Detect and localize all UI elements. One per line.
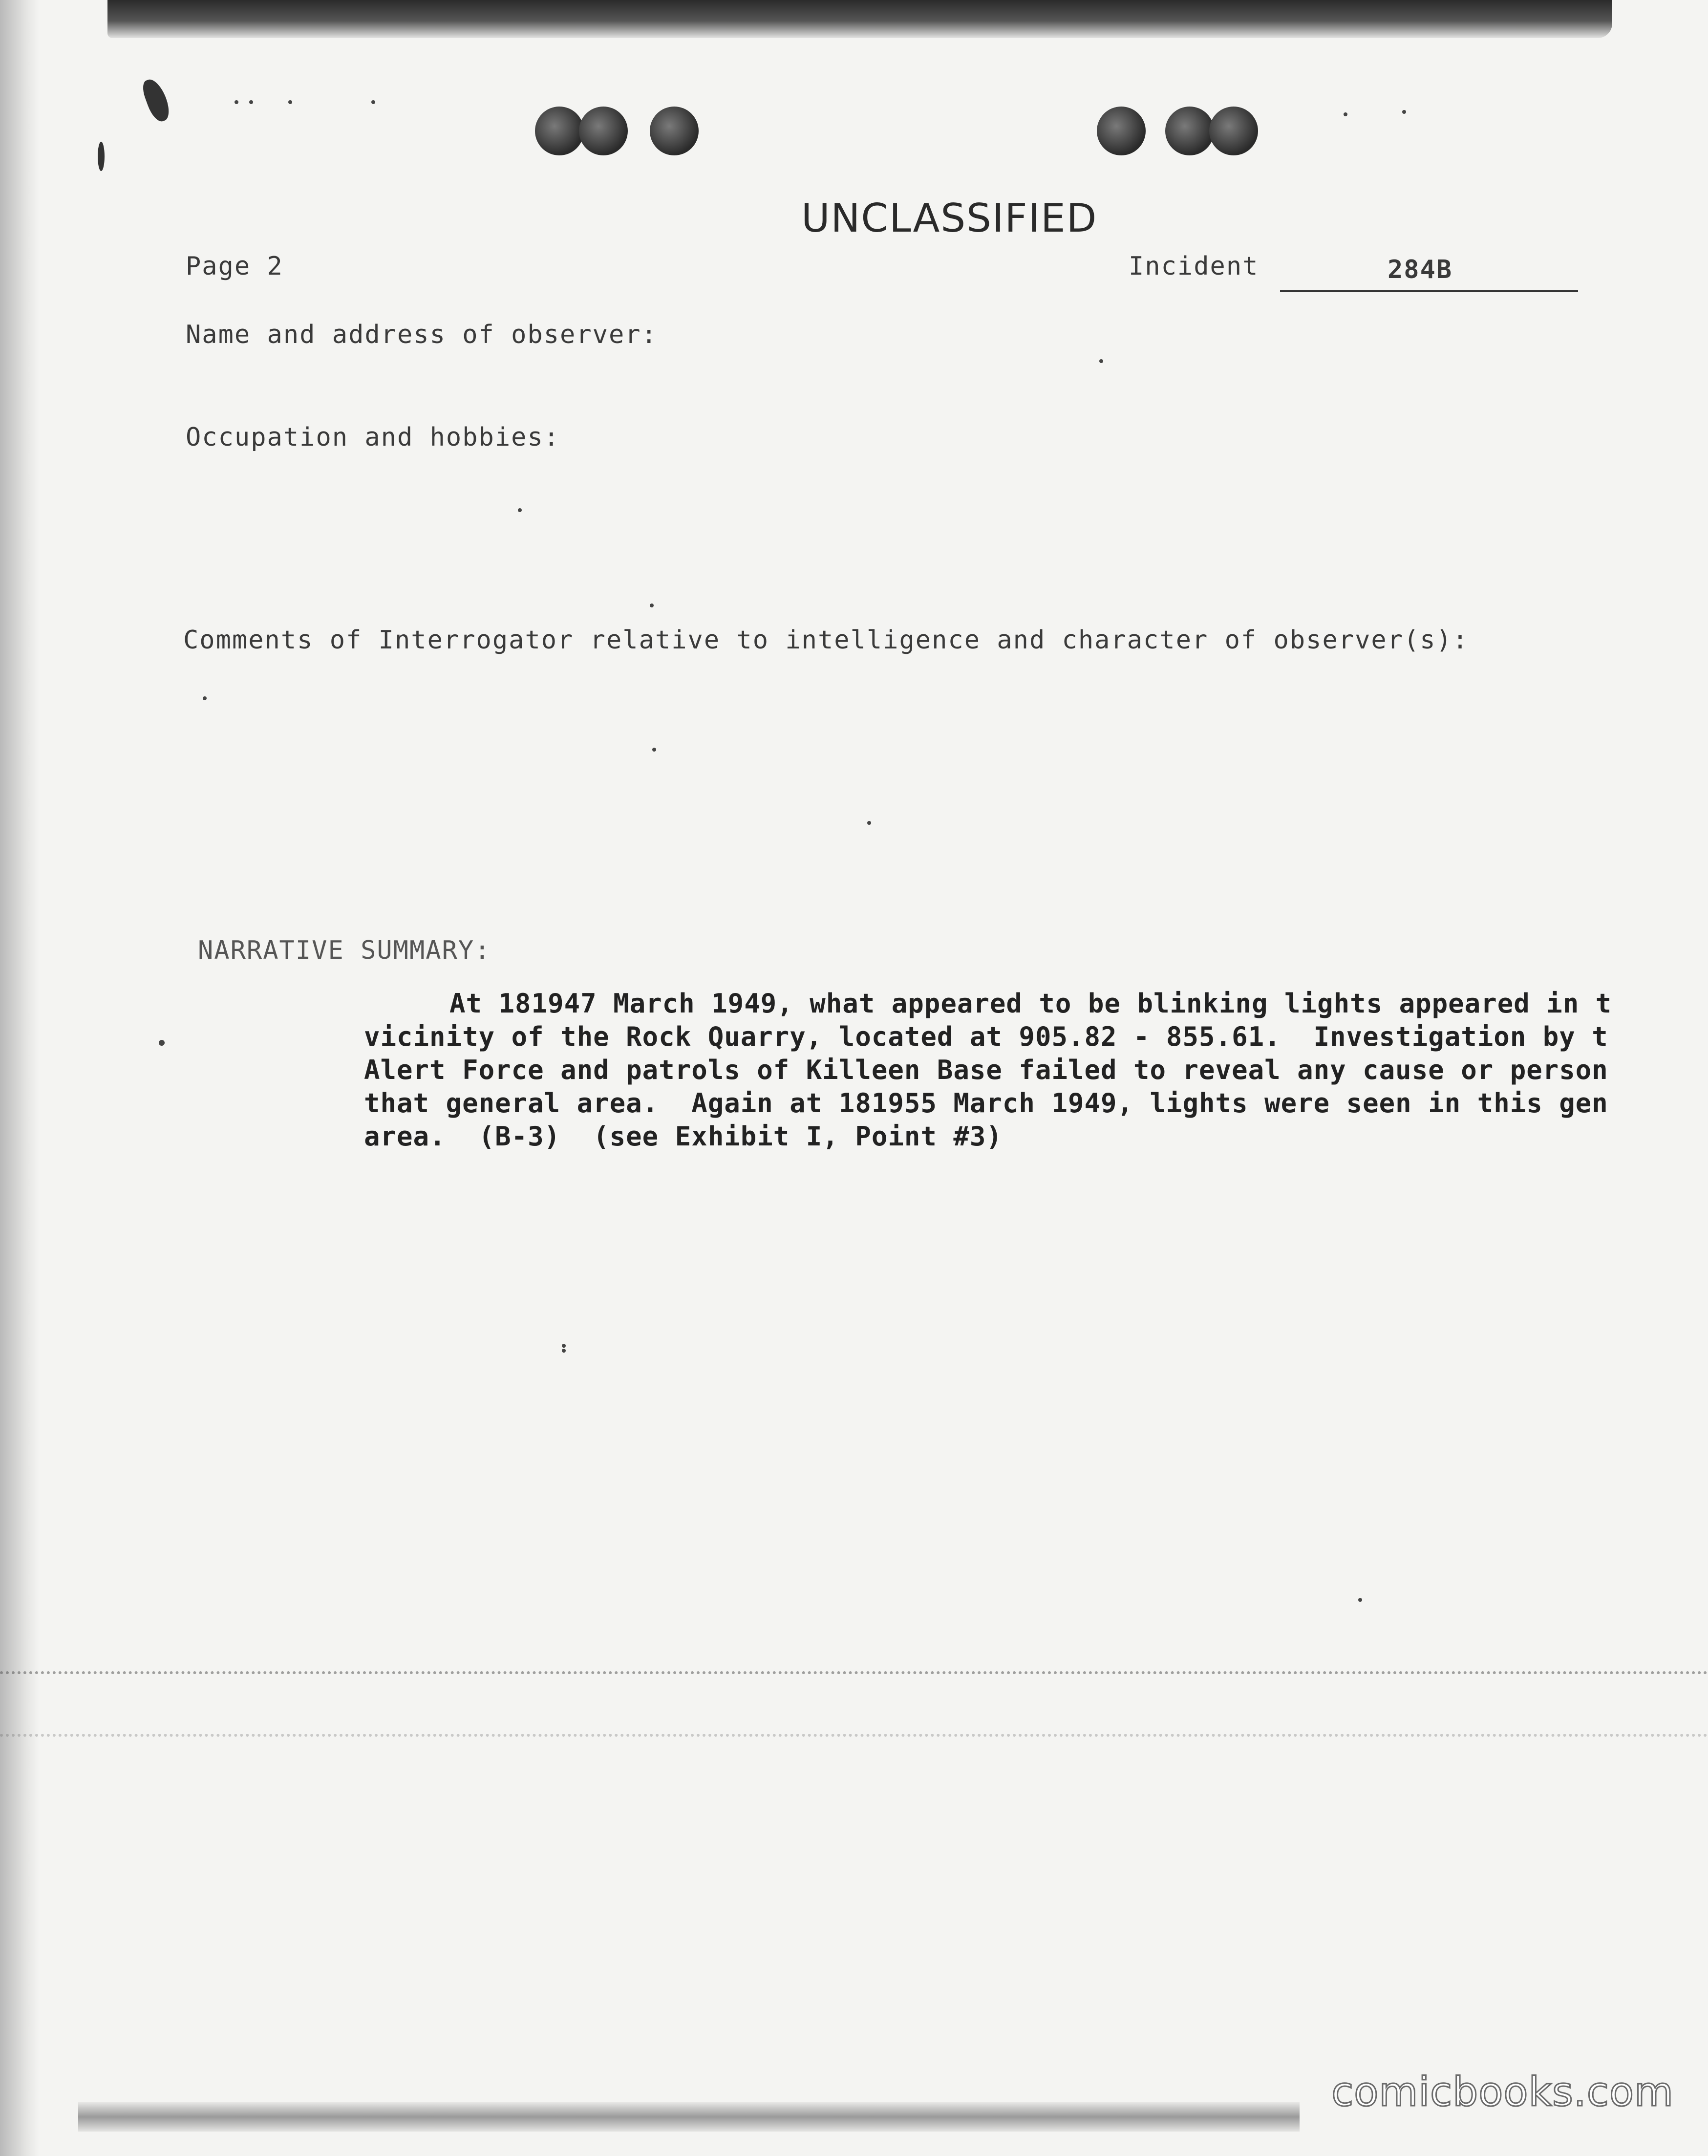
- watermark: comicbooks.com: [1331, 2069, 1674, 2115]
- narrative-line: area. (B-3) (see Exhibit I, Point #3): [364, 1121, 1003, 1152]
- narrative-line: vicinity of the Rock Quarry, located at 905.82 - 855.61. Investigation by t: [364, 1021, 1608, 1052]
- scan-noise-row: [0, 1734, 1708, 1737]
- punch-hole: [650, 107, 699, 155]
- narrative-heading: NARRATIVE SUMMARY:: [198, 936, 491, 965]
- punch-hole: [579, 107, 628, 155]
- punch-hole: [1165, 107, 1214, 155]
- narrative-summary: [364, 987, 1683, 1153]
- page-number: Page 2: [186, 252, 283, 281]
- incident-label: Incident: [1129, 252, 1259, 281]
- narrative-line: At 181947 March 1949, what appeared to be blinking lights appeared in t: [449, 988, 1612, 1019]
- punch-hole: [1097, 107, 1146, 155]
- observer-label: Name and address of observer:: [186, 320, 658, 349]
- scan-noise-row: [0, 1671, 1708, 1674]
- classification-stamp: UNCLASSIFIED: [801, 195, 1098, 241]
- occupation-label: Occupation and hobbies:: [186, 423, 560, 452]
- scan-bottom-edge: [78, 2102, 1300, 2132]
- incident-underline: [1280, 290, 1578, 292]
- narrative-line: that general area. Again at 181955 March 1949, lights were seen in this gen: [364, 1088, 1608, 1119]
- punch-hole: [535, 107, 584, 155]
- scan-edge-shadow: [0, 0, 39, 2156]
- comments-label: Comments of Interrogator relative to intelligence and character of observer(s):: [183, 625, 1469, 655]
- punch-hole: [1209, 107, 1258, 155]
- scan-top-edge: [107, 0, 1612, 38]
- narrative-line: Alert Force and patrols of Killeen Base failed to reveal any cause or person: [364, 1055, 1608, 1085]
- incident-number: 284B: [1388, 255, 1453, 284]
